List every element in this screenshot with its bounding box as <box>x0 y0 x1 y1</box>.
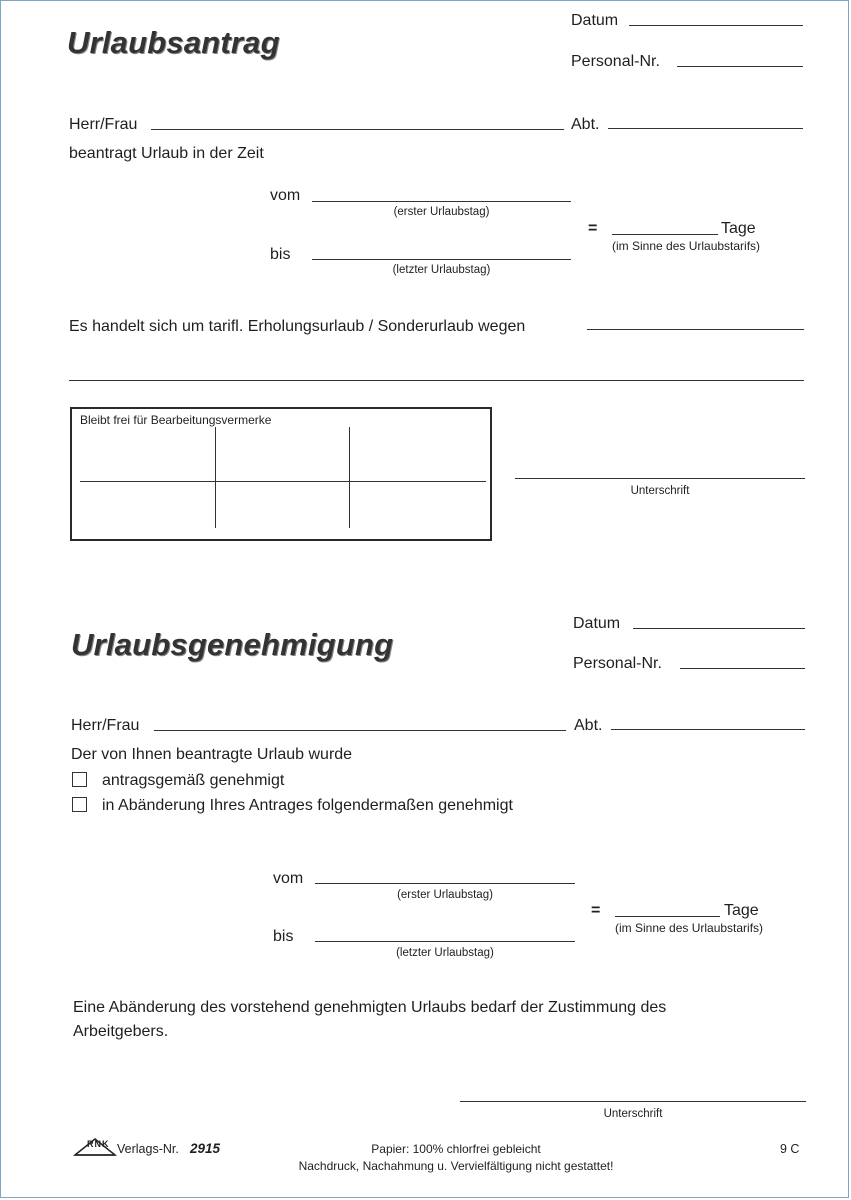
antrag-tage-caption: (im Sinne des Urlaubstarifs) <box>612 239 761 253</box>
genehmigung-signature-caption: Unterschrift <box>603 1108 663 1120</box>
genehmigung-vom-label: vom <box>273 870 304 887</box>
box-horizontal-rule <box>80 481 486 482</box>
genehmigung-tage-label: Tage <box>724 902 759 919</box>
form-code: 9 C <box>780 1142 800 1156</box>
antrag-signature-caption: Unterschrift <box>630 485 690 497</box>
antrag-bis-caption: (letzter Urlaubstag) <box>392 264 491 276</box>
antrag-vom-field[interactable] <box>312 201 571 202</box>
antrag-equals: = <box>588 220 598 237</box>
genehmigung-intro: Der von Ihnen beantragte Urlaub wurde <box>71 746 353 763</box>
option1-label: antragsgemäß genehmigt <box>102 772 285 789</box>
antrag-tage-field[interactable] <box>612 234 718 235</box>
box-divider-1 <box>215 427 216 528</box>
genehmigung-vom-field[interactable] <box>315 883 575 884</box>
genehmigung-tage-field[interactable] <box>615 916 720 917</box>
box-label: Bleibt frei für Bearbeitungsvermerke <box>80 413 272 427</box>
genehmigung-tage-caption: (im Sinne des Urlaubstarifs) <box>615 921 764 935</box>
antrag-bis-field[interactable] <box>312 259 571 260</box>
notice-line-2: Arbeitgebers. <box>73 1023 169 1040</box>
option2-checkbox[interactable] <box>72 797 87 812</box>
genehmigung-bis-field[interactable] <box>315 941 575 942</box>
genehmigung-datum-field[interactable] <box>633 628 805 629</box>
antrag-reason-field[interactable] <box>587 329 804 330</box>
antrag-signature-line[interactable] <box>515 478 805 479</box>
genehmigung-datum-label: Datum <box>573 615 621 632</box>
paper-line-1: Papier: 100% chlorfrei gebleicht <box>371 1142 541 1156</box>
option1-checkbox[interactable] <box>72 772 87 787</box>
antrag-vom-caption: (erster Urlaubstag) <box>393 206 490 218</box>
antrag-title: Urlaubsantrag <box>67 25 280 60</box>
genehmigung-herr-label: Herr/Frau <box>71 717 140 734</box>
genehmigung-abt-label: Abt. <box>574 717 603 734</box>
antrag-vom-label: vom <box>270 187 301 204</box>
verlag-number: 2915 <box>190 1141 221 1156</box>
genehmigung-equals: = <box>591 902 601 919</box>
genehmigung-abt-field[interactable] <box>611 729 805 730</box>
genehmigung-personal-label: Personal-Nr. <box>573 655 662 672</box>
antrag-datum-field[interactable] <box>629 25 803 26</box>
antrag-herr-field[interactable] <box>151 129 564 130</box>
antrag-personal-label: Personal-Nr. <box>571 53 660 70</box>
genehmigung-title: Urlaubsgenehmigung <box>71 627 394 662</box>
antrag-tage-label: Tage <box>721 220 756 237</box>
logo-letters: RNK <box>87 1139 110 1149</box>
antrag-datum-label: Datum <box>571 12 619 29</box>
notice-line-1: Eine Abänderung des vorstehend genehmigten Urlaubs bedarf der Zustimmung des <box>73 999 667 1016</box>
antrag-bis-label: bis <box>270 246 291 263</box>
box-divider-2 <box>349 427 350 528</box>
antrag-intro: beantragt Urlaub in der Zeit <box>69 145 264 162</box>
genehmigung-personal-field[interactable] <box>680 668 805 669</box>
option2-label: in Abänderung Ihres Antrages folgendermaßen genehmigt <box>102 797 513 814</box>
antrag-abt-field[interactable] <box>608 128 803 129</box>
antrag-abt-label: Abt. <box>571 116 600 133</box>
antrag-reason-label: Es handelt sich um tarifl. Erholungsurlaub / Sonderurlaub wegen <box>69 318 526 335</box>
bearbeitungsvermerke-box <box>70 407 492 541</box>
antrag-personal-field[interactable] <box>677 66 803 67</box>
antrag-reason-field-2[interactable] <box>69 380 804 381</box>
genehmigung-bis-caption: (letzter Urlaubstag) <box>396 947 494 959</box>
paper-line-2: Nachdruck, Nachahmung u. Vervielfältigung nicht gestattet! <box>298 1159 614 1173</box>
verlag-label: Verlags-Nr. <box>117 1142 179 1156</box>
genehmigung-vom-caption: (erster Urlaubstag) <box>397 889 493 901</box>
genehmigung-bis-label: bis <box>273 928 294 945</box>
genehmigung-herr-field[interactable] <box>154 730 566 731</box>
antrag-herr-label: Herr/Frau <box>69 116 138 133</box>
genehmigung-signature-line[interactable] <box>460 1101 806 1102</box>
